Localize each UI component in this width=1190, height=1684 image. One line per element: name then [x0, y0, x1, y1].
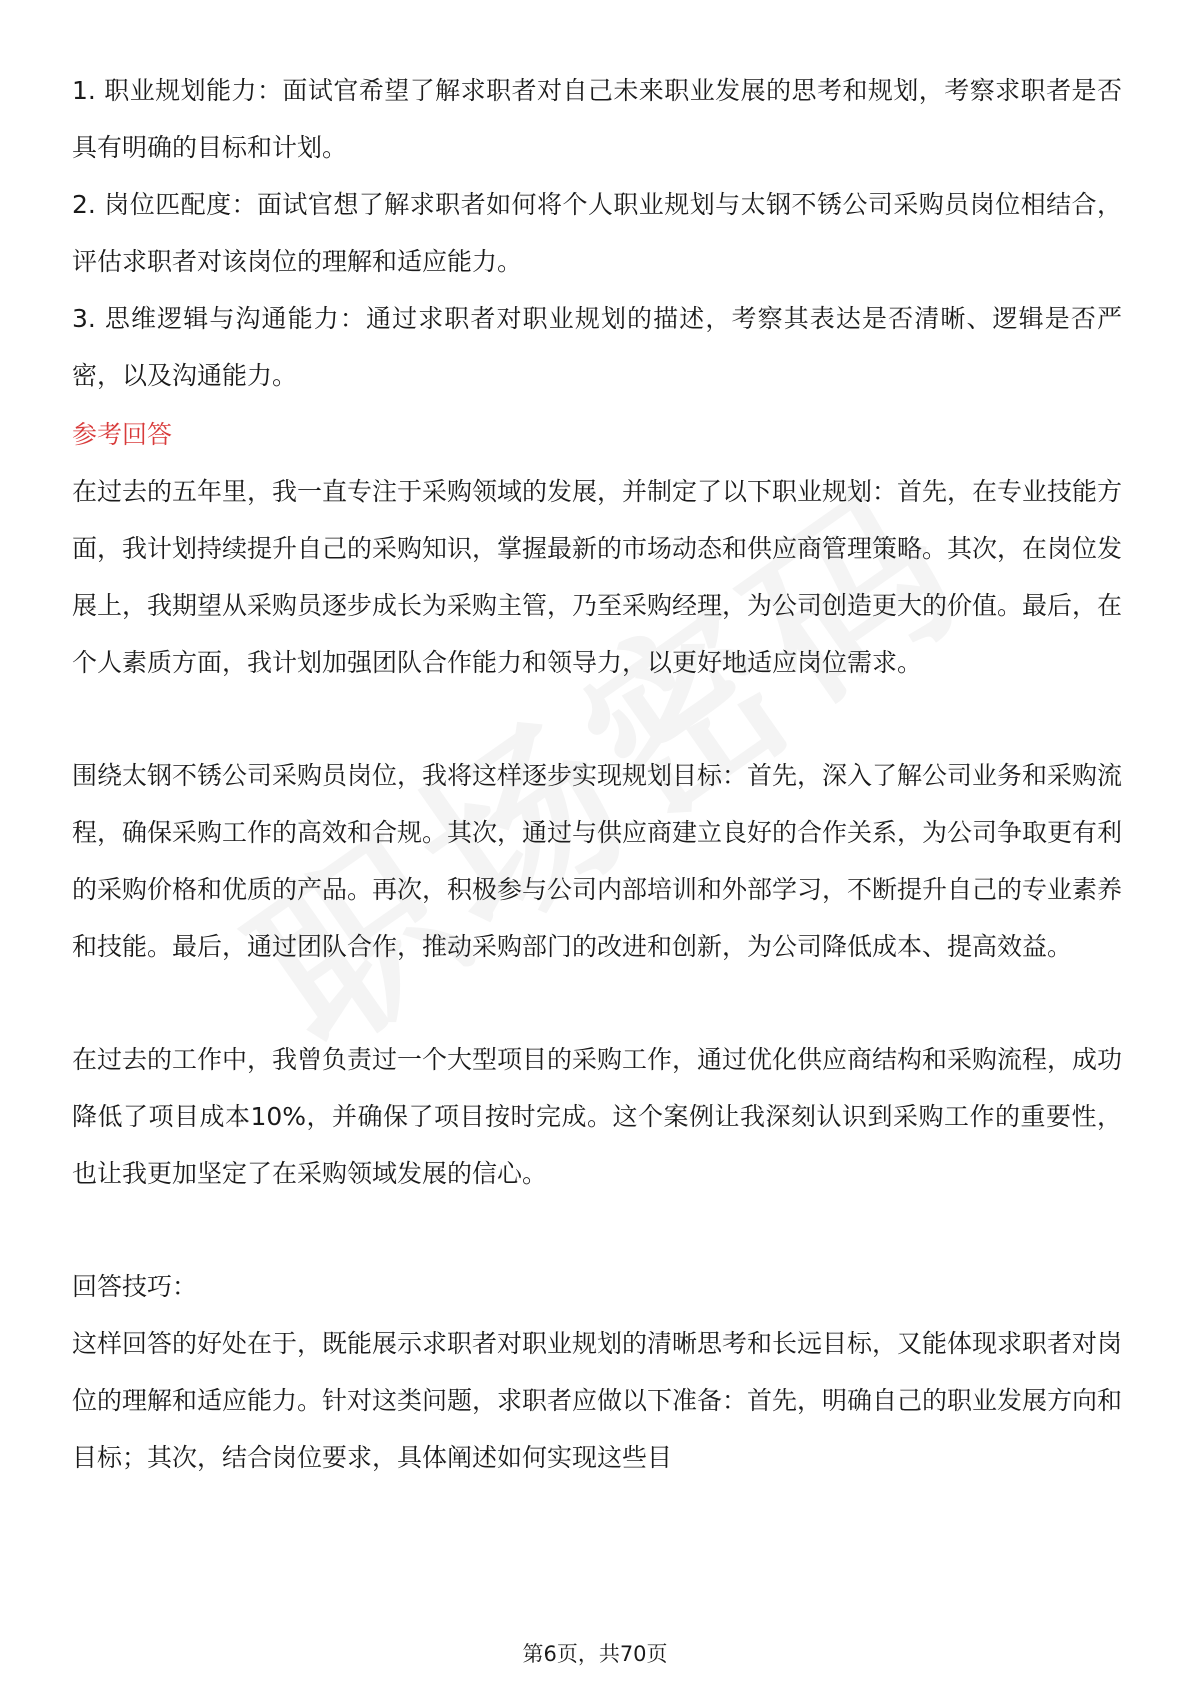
point-item: 1. 职业规划能力：面试官希望了解求职者对自己未来职业发展的思考和规划，考察求职者是否具有明确的目标和计划。: [72, 76, 1122, 162]
page-number-footer: 第6页，共70页: [522, 1642, 668, 1666]
answer-paragraph: 围绕太钢不锈公司采购员岗位，我将这样逐步实现规划目标：首先，深入了解公司业务和采购流程，确保采购工作的高效和合规。其次，通过与供应商建立良好的合作关系，为公司争取更有利的采购价格和优质的产品。再次，积极参与公司内部培训和外部学习，不断提升自己的专业素养和技能。最后，通过团队合作，推动采购部门的改进和创新，为公司降低成本、提高效益。: [72, 761, 1123, 961]
answer-paragraph: 在过去的五年里，我一直专注于采购领域的发展，并制定了以下职业规划：首先，在专业技能方面，我计划持续提升自己的采购知识，掌握最新的市场动态和供应商管理策略。其次，在岗位发展上，我期望从采购员逐步成长为采购主管，乃至采购经理，为公司创造更大的价值。最后，在个人素质方面，我计划加强团队合作能力和领导力，以更好地适应岗位需求。: [72, 477, 1123, 677]
point-item: 3. 思维逻辑与沟通能力：通过求职者对职业规划的描述，考察其表达是否清晰、逻辑是否严密，以及沟通能力。: [72, 304, 1122, 390]
document-body: [72, 62, 1122, 1486]
point-item: 2. 岗位匹配度：面试官想了解求职者如何将个人职业规划与太钢不锈公司采购员岗位相结合，评估求职者对该岗位的理解和适应能力。: [72, 190, 1122, 276]
tips-paragraph: 这样回答的好处在于，既能展示求职者对职业规划的清晰思考和长远目标，又能体现求职者对岗位的理解和适应能力。针对这类问题，求职者应做以下准备：首先，明确自己的职业发展方向和目标；其次，结合岗位要求，具体阐述如何实现这些目: [72, 1329, 1123, 1472]
reference-answer-heading: 参考回答: [72, 420, 173, 449]
answer-paragraph: 在过去的工作中，我曾负责过一个大型项目的采购工作，通过优化供应商结构和采购流程，成功降低了项目成本10%，并确保了项目按时完成。这个案例让我深刻认识到采购工作的重要性，也让我更加坚定了在采购领域发展的信心。: [72, 1045, 1123, 1188]
tips-heading: 回答技巧：: [72, 1272, 198, 1301]
